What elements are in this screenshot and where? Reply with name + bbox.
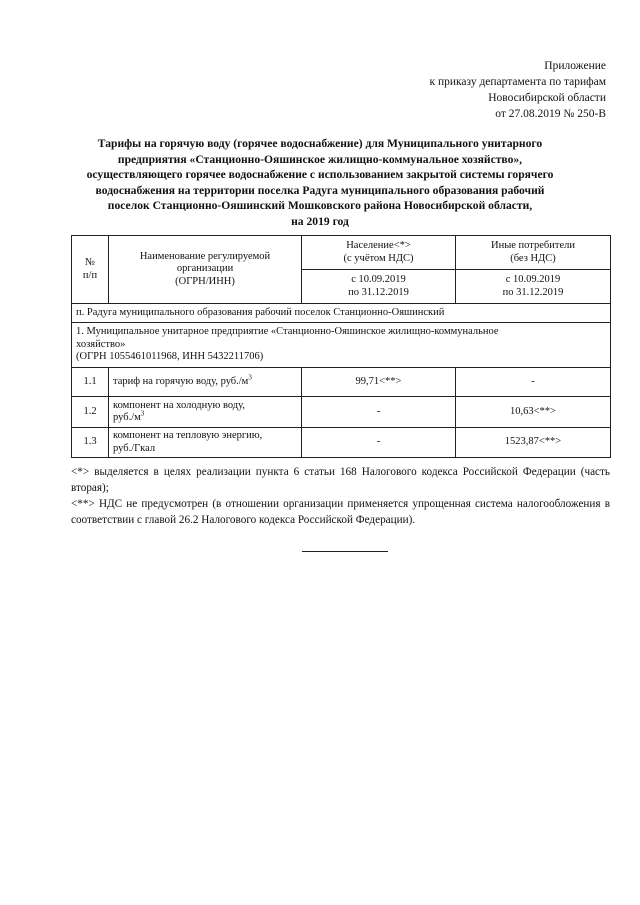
title-line-3: осуществляющего горячее водоснабжение с использованием закрытой системы горячего [86,168,554,182]
period-other-to: по 31.12.2019 [502,286,564,298]
table-row [72,368,611,397]
row-name-unit-text: руб./м [113,412,141,423]
settlement-cell: п. Радуга муниципального образования рабочий поселок Станционно-Ояшинский [72,304,611,323]
appendix-line-3: Новосибирской области [488,92,606,104]
header-org-cell [109,236,302,304]
row-num: 1.1 [72,368,109,397]
title-line-6: на 2019 год [291,214,349,228]
footnotes [71,464,610,528]
row-name-text: компонент на холодную воду, [113,399,245,411]
appendix-line-2: к приказу департамента по тарифам [429,76,606,88]
table-row [72,428,611,458]
title-line-5: поселок Станционно-Ояшинский Мошковского района Новосибирской области, [107,199,533,213]
header-org-line-3: (ОГРН/ИНН) [175,275,235,287]
header-population-cell [302,236,456,270]
header-num-line-1: № [84,257,96,268]
period-population-cell [302,270,456,304]
title-line-1: Тарифы на горячую воду (горячее водоснабжение) для Муниципального унитарного [97,137,543,150]
organization-name-line-2: хозяйство» [76,338,126,350]
footnote-2: <**> НДС не предусмотрен (в отношении организации применяется упрощенная система налогообложения в соответствии с главой 26.2 Налогового кодекса Российской Федерации). [71,498,610,526]
header-population-line-1: Население<*> [346,240,411,251]
settlement-row [72,304,611,323]
row-name [109,368,302,397]
header-num-line-2: п/п [82,269,98,281]
row-name-unit [113,409,297,425]
row-num: 1.3 [72,428,109,458]
header-other-cell [456,236,611,270]
header-org-line-1: Наименование регулируемой [139,250,271,262]
appendix-line-1: Приложение [544,60,606,72]
header-population-line-2: (с учётом НДС) [343,252,414,264]
period-other-cell [456,270,611,304]
row-name-text: тариф на горячую воду, руб./м [113,375,249,387]
title-line-4: водоснабжения на территории поселка Радуга муниципального образования рабочий [95,183,545,197]
period-population-to: по 31.12.2019 [348,286,409,298]
organization-row [72,323,611,368]
header-num-cell [72,236,109,304]
closing-divider [302,551,388,552]
appendix-line-4: от 27.08.2019 № 250-В [495,108,606,120]
organization-name-line-1: 1. Муниципальное унитарное предприятие «Станционно-Ояшинское жилищно-коммунальное [76,326,499,338]
table-header-row [72,236,611,270]
footnote-1: <*> выделяется в целях реализации пункта 6 статьи 168 Налогового кодекса Российской Федерации (часть вторая); [71,466,610,494]
row-name [109,397,302,428]
document-title [60,136,580,230]
row-other-value: 10,63<**> [456,397,611,428]
row-name [109,428,302,458]
header-other-line-1: Иные потребители [491,240,575,251]
title-line-2: предприятия «Станционно-Ояшинское жилищно-коммунальное хозяйство», [117,152,523,166]
row-name-sup: 3 [248,373,252,382]
appendix-header [306,58,606,122]
table-row [72,397,611,428]
organization-ids: (ОГРН 1055461011968, ИНН 5432211706) [76,351,264,363]
row-population-value: - [302,397,456,428]
row-name-unit-text: руб./Гкал [113,442,156,454]
period-population-from: с 10.09.2019 [351,274,406,285]
organization-cell [72,323,611,368]
row-other-value: 1523,87<**> [456,428,611,458]
row-population-value: 99,71<**> [302,368,456,397]
row-other-value: - [456,368,611,397]
row-num: 1.2 [72,397,109,428]
row-population-value: - [302,428,456,458]
header-other-line-2: (без НДС) [510,252,556,264]
row-name-text: компонент на тепловую энергию, [113,430,263,441]
tariffs-table [71,235,611,458]
header-org-line-2: организации [176,263,234,275]
row-name-sup: 3 [140,409,145,418]
period-other-from: с 10.09.2019 [505,274,561,285]
